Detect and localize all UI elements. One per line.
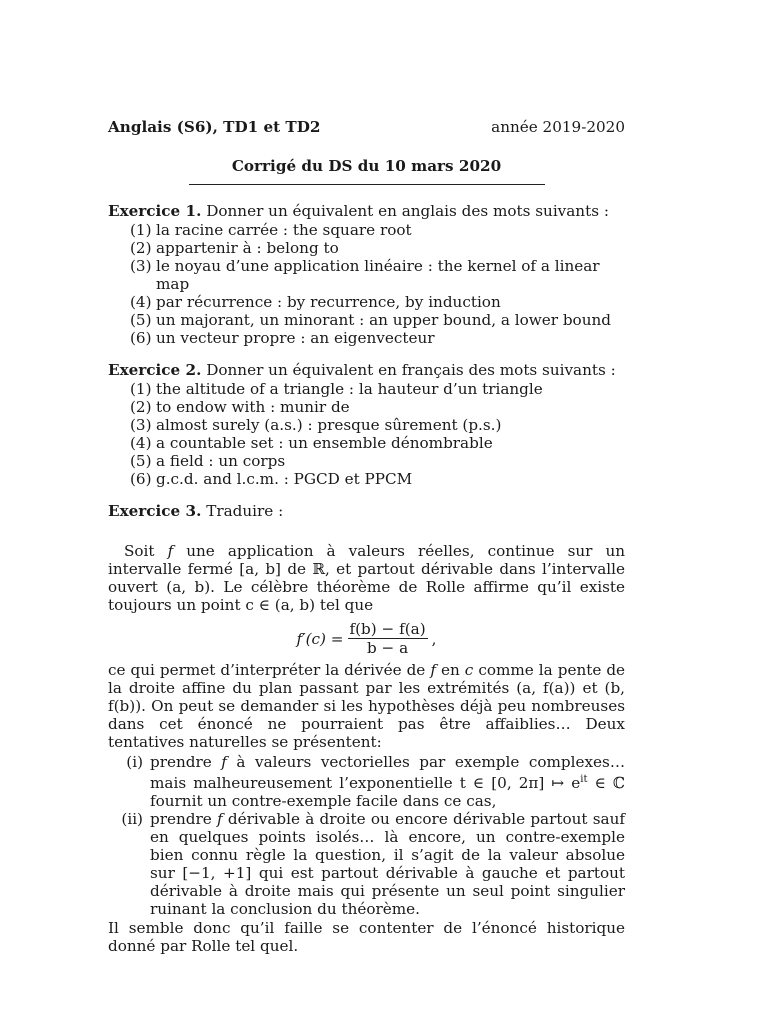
list-item [130,380,625,398]
document-page [108,118,625,955]
math-symbol: c [464,661,474,679]
item-number: (5) [130,311,152,329]
text-run: tel que [319,596,374,614]
list-item [130,329,625,347]
fraction-numerator: f(b) − f(a) [349,620,426,638]
exercise-1-label: Exercice 1. [108,202,202,220]
list-item [130,398,625,416]
attempts-list [108,753,625,918]
text-run: Le célèbre théorème de Rolle affirme qu’il existe toujours un point [108,578,626,614]
item-text: un majorant, un minorant : an upper bound, a lower bound [156,311,611,329]
item-number: (i) [126,753,143,771]
item-number: (4) [130,293,152,311]
math-run: ∈ ℂ [594,774,626,793]
document-header [108,118,625,136]
list-item [108,810,625,918]
math-symbol: f [217,810,223,829]
text-run: en [440,661,460,679]
item-number: (6) [130,329,152,347]
exercise-2-label: Exercice 2. [108,361,202,379]
item-text: to endow with : munir de [156,398,350,416]
interpretation-paragraph [108,661,625,751]
exercise-1-prompt: Donner un équivalent en anglais des mots suivants : [206,202,609,220]
math-expression: (b, f(b)). [108,679,626,715]
fraction-denominator: b − a [366,639,409,657]
exercise-3-label: Exercice 3. [108,502,202,520]
item-text [150,753,625,810]
list-item [130,257,625,293]
text-run: prendre [150,753,212,771]
text-run: Soit [124,542,155,560]
math-interval: [a, b] [239,560,281,578]
math-symbol: f [221,753,227,771]
math-run: t ∈ [0, 2π] ↦ e [459,774,581,793]
text-run: à valeurs vectorielles par exemple complexes… mais malheureusement l’exponentielle [150,753,626,793]
math-expression: (a, f(a)) [516,679,576,697]
math-interval: (a, b). [166,578,215,596]
text-run: On peut se demander si les hypothèses déjà peu nombreuses dans cet énoncé ne pourraient pas être affaiblies… Deux tentatives naturelles se présentent: [108,697,626,751]
item-text: un vecteur propre : an eigenvecteur [156,329,435,347]
item-text: le noyau d’une application linéaire : the kernel of a linear map [156,257,600,293]
text-run: fournit un contre-exemple facile dans ce cas, [150,792,497,811]
item-text: a countable set : un ensemble dénombrable [156,434,493,452]
item-text: the altitude of a triangle : la hauteur d’un triangle [156,380,543,398]
item-number: (4) [130,434,152,452]
title-divider [189,184,545,185]
rolle-paragraph [108,542,625,614]
math-symbol: f [167,542,174,560]
list-item [130,293,625,311]
item-number: (2) [130,239,152,257]
math-interval: [−1, +1] [182,864,252,883]
item-text: almost surely (a.s.) : presque sûrement (p.s.) [156,416,502,434]
list-item [130,434,625,452]
item-text: la racine carrée : the square root [156,221,412,239]
text-run: qui est partout dérivable à gauche et partout dérivable à droite mais qui présente un seul point singulier ruinant la conclusion du théorème. [150,864,625,919]
math-superscript: it [580,774,588,785]
text-run: ce qui permet d’interpréter la dérivée de [108,661,426,679]
list-item [130,470,625,488]
item-number: (1) [130,380,152,398]
formula-tail: , [431,629,437,648]
list-item [130,311,625,329]
rolle-formula [108,620,625,657]
list-item [130,239,625,257]
exercise-1 [108,202,625,347]
text-run: prendre [150,810,212,829]
item-number: (1) [130,221,152,239]
text-run: de ℝ, et partout dérivable dans l’intervalle ouvert [108,560,625,596]
page-title: Corrigé du DS du 10 mars 2020 [231,157,502,175]
exercise-2 [108,361,625,488]
text-run: dérivable à droite ou encore dérivable partout sauf en quelques points isolés… là encore, un contre-exemple bien connu règle la question, il s’agit de la valeur absolue sur [150,810,626,883]
math-expression: c ∈ (a, b) [245,596,316,614]
exercise-2-prompt: Donner un équivalent en français des mots suivants : [206,361,616,379]
item-text [150,810,625,918]
course-title: Anglais (S6), TD1 et TD2 [108,118,321,136]
exercise-2-list [108,380,625,488]
item-number: (3) [130,416,152,434]
item-text: par récurrence : by recurrence, by induction [156,293,501,311]
item-number: (3) [130,257,152,275]
text-run: et [582,679,598,697]
math-symbol: f [430,661,436,679]
exercise-1-list [108,221,625,347]
text-run: une application à valeurs réelles, continue sur un intervalle fermé [108,542,626,578]
text-run: comme la pente de la droite affine du plan passant par les extrémités [108,661,626,697]
math-expression [460,774,625,792]
item-text: g.c.d. and l.c.m. : PGCD et PPCM [156,470,413,488]
conclusion-paragraph: Il semble donc qu’il faille se contenter de l’énoncé historique donné par Rolle tel quel. [108,919,625,956]
list-item [130,221,625,239]
item-number: (5) [130,452,152,470]
item-text: appartenir à : belong to [156,239,339,257]
formula-fraction [348,620,428,657]
item-number: (ii) [121,810,143,829]
list-item [130,416,625,434]
list-item [130,452,625,470]
academic-year: année 2019-2020 [491,118,625,136]
item-text: a field : un corps [156,452,286,470]
item-number: (6) [130,470,152,488]
formula-lhs: f′(c) = [296,629,344,648]
exercise-3 [108,502,625,955]
item-number: (2) [130,398,152,416]
list-item [108,753,625,810]
exercise-3-prompt: Traduire : [206,502,284,520]
